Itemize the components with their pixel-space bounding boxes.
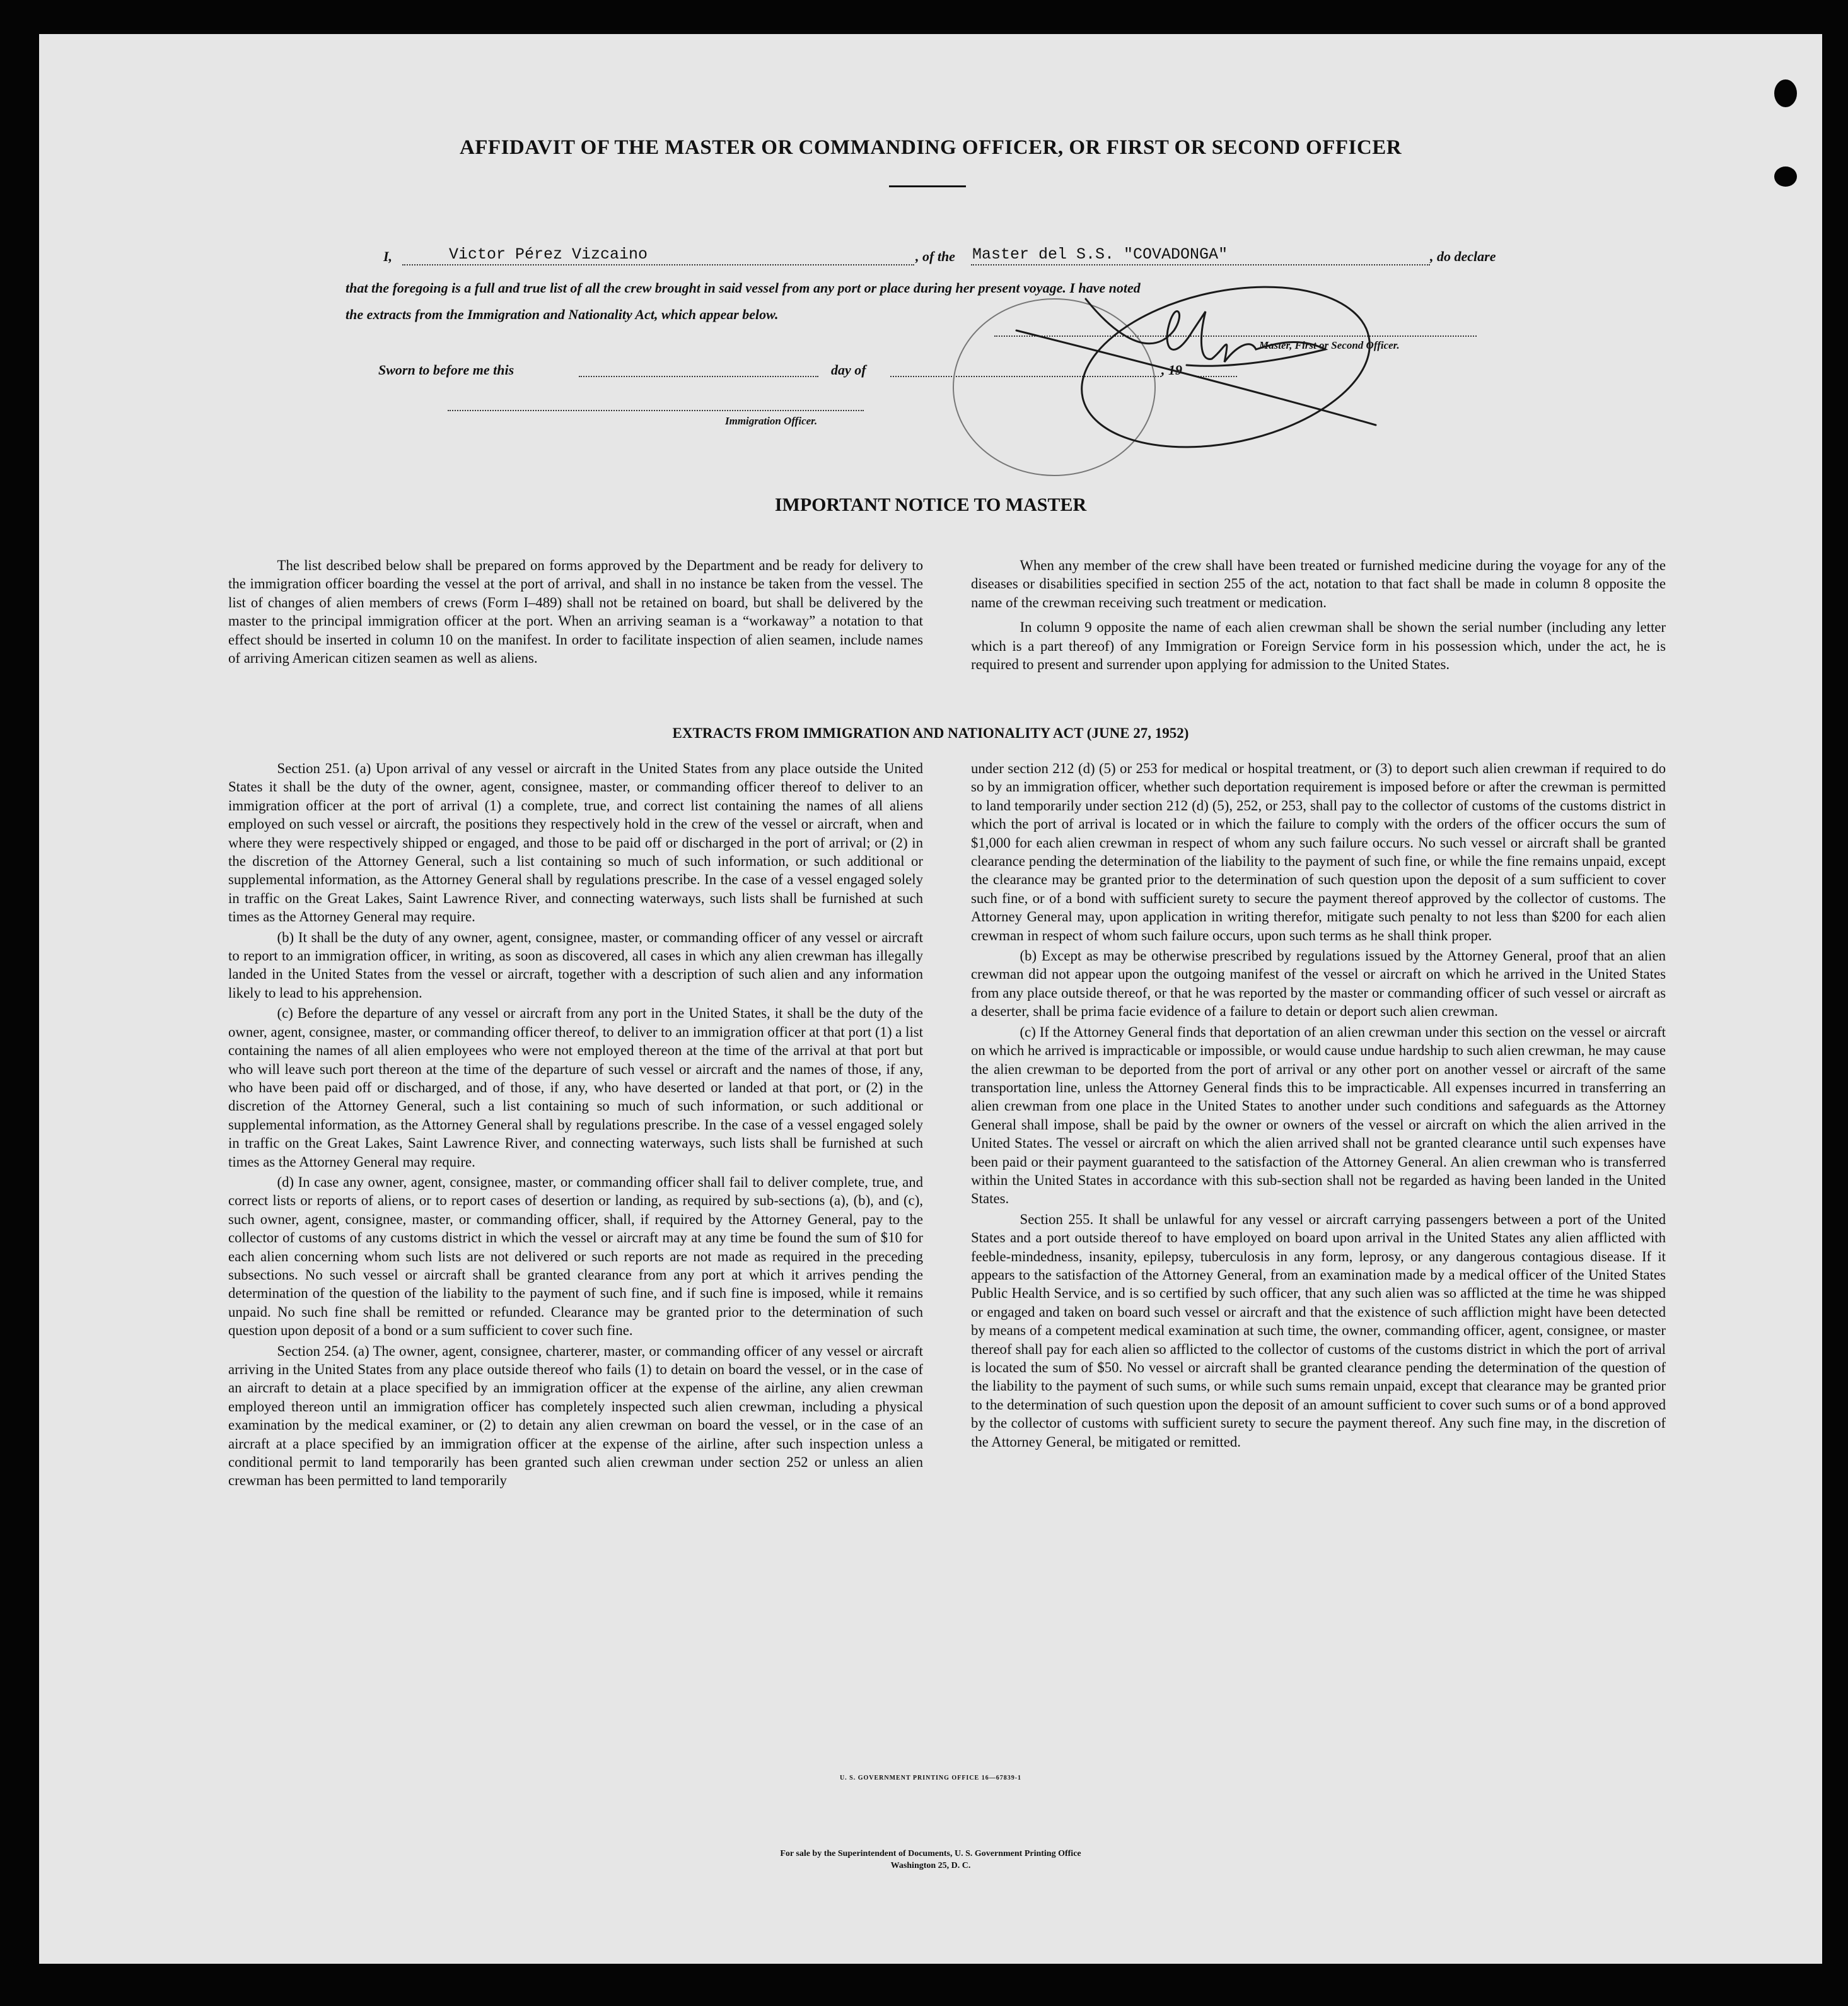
extract-paragraph: (c) Before the departure of any vessel or aircraft from any port in the United States, it shall be the duty of the owner, agent, consignee, master, or commanding officer thereof, to deliver to an immigration officer at that port (1) a list containing the names of all alien employees who were not employed thereon at the time of the arrival at that port but who will leave such port thereon at the time of the departure of such vessel or aircraft and the names of those, if any, who have been paid off or discharged, and of those, if any, who have deserted or landed at that port, or (2) in the discretion of the Attorney General, such a list containing so much of such information, or such additional or supplemental information, as the Attorney General shall by regulations prescribe. In the case of a vessel engaged solely in traffic on the Great Lakes, Saint Lawrence River, and connecting waterways, such lists shall be furnished at such times as the Attorney General may require. (228, 1005, 923, 1170)
signature-tail-stroke (1016, 330, 1376, 425)
signature-stroke (1086, 299, 1325, 366)
extract-paragraph: Section 251. (a) Upon arrival of any vessel or aircraft in the United States from any place outside the United States it shall be the duty of the owner, agent, consignee, master, or commanding officer thereof to deliver to an immigration officer at the port of arrival (1) a complete, true, and correct list containing the names of all aliens employed on such vessel or aircraft, the positions they respectively hold in the crew of the vessel or aircraft, when and where they were respectively shipped or engaged, and those to be paid off or discharged in the port of arrival; or (2) in the discretion of the Attorney General, such a list containing so much of such information, or such additional or supplemental information, as the Attorney General shall by regulations prescribe. In the case of a vessel engaged solely in traffic on the Great Lakes, Saint Lawrence River, and connecting waterways, such lists shall be furnished at such times as the Attorney General may require. (228, 761, 923, 925)
notice-right-paragraph: In column 9 opposite the name of each alien crewman shall be shown the serial number (including any letter which is a part thereof) of any Immigration or Foreign Service form in his possession which, under the act, he is required to present and surrender upon applying for admission to the United States. (971, 619, 1666, 673)
extract-paragraph: (d) In case any owner, agent, consignee, master, or commanding officer shall fail to deliver complete, true, and correct lists or reports of aliens, or to report cases of desertion or landing, as required by sub-sections (a), (b), and (c), such owner, agent, consignee, master, or commanding officer, shall, if required by the Attorney General, pay to the collector of customs of any customs district in which the vessel or aircraft may at any time be found the sum of $10 for each alien concerning whom such lists are not delivered or such reports are not made as required in the preceding subsections. No such vessel or aircraft shall be granted clearance from any port at which it arrives pending the determination of the question of the liability to the payment of such fine, and if such fine is imposed, while it remains unpaid. No such fine shall be remitted or refunded. Clearance may be granted prior to the determination of such question upon deposit of a bond or a sum sufficient to cover such fine. (228, 1174, 923, 1339)
extract-paragraph: Section 254. (a) The owner, agent, consignee, charterer, master, or commanding officer of any vessel or aircraft arriving in the United States from any place outside thereof who fails (1) to detain on board the vessel, or in the case of an aircraft to detain at a place specified by an immigration officer at the expense of the airline, any alien crewman employed thereon until an immigration officer has completely inspected such alien crewman, including a physical examination by the medical examiner, or (2) to detain any alien crewman on board the vessel, or in the case of an aircraft at a place specified by an immigration officer at the expense of the airline, after such inspection unless a conditional permit to land temporarily has been granted such alien crewman under section 252 or unless an alien crewman has been permitted to land temporarily (228, 1343, 923, 1489)
sworn-label: Sworn to before me this (378, 362, 514, 378)
i-label: I, (383, 248, 393, 264)
official-stamp-outline (953, 299, 1155, 475)
signature-flourish-oval (1067, 262, 1385, 471)
officer-caption: Immigration Officer. (725, 415, 818, 427)
master-position-field[interactable]: Master del S.S. "COVADONGA" (972, 245, 1228, 264)
extracts-title: EXTRACTS FROM IMMIGRATION AND NATIONALITY ACT (JUNE 27, 1952) (672, 725, 1189, 741)
signer-caption: Master, First or Second Officer. (1259, 339, 1400, 351)
notice-title: IMPORTANT NOTICE TO MASTER (774, 494, 1087, 515)
extract-paragraph: (c) If the Attorney General finds that deportation of an alien crewman under this section on the vessel or aircraft on which he arrived is impracticable or impossible, or would cause undue hardship to such alien crewman, he may cause the alien crewman to be deported from the port of arrival or any other port on another vessel or aircraft of the same transportation line, unless the Attorney General finds this to be impracticable. All expenses incurred in transferring an alien crewman from one place in the United States to another under such conditions and safeguards as the Attorney General shall impose, shall be paid by the owner or owners of the vessel or aircraft on which the alien arrived in the United States. The vessel or aircraft on which the alien arrived shall not be granted clearance until such expenses have been paid or their payment guaranteed to the satisfaction of the Attorney General. An alien crewman who is transferred within the United States in accordance with this sub-section shall not be regarded as having been landed in the United States. (971, 1023, 1666, 1207)
do-declare-label: , do declare (1430, 248, 1496, 264)
declaration-line-2: that the foregoing is a full and true list of all the crew brought in said vessel from any port or place during her present voyage. I have noted (346, 280, 1141, 296)
extract-paragraph: (b) Except as may be otherwise prescribed by regulations issued by the Attorney General, proof that an alien crewman did not appear upon the outgoing manifest of the vessel or aircraft on which he arrived in the United States from any place outside thereof, or that he was reported by the master or commanding officer of such vessel or aircraft as a deserter, shall be prima facie evidence of a failure to detain or deport such alien crewman. (971, 948, 1666, 1020)
signature-stamp-drawing (39, 34, 1822, 1964)
day-of-label: day of (831, 362, 866, 378)
declaration-line-3: the extracts from the Immigration and Nationality Act, which appear below. (346, 306, 779, 322)
affidavit-title: AFFIDAVIT OF THE MASTER OR COMMANDING OFFICER, OR FIRST OR SECOND OFFICER (459, 136, 1402, 159)
notice-left-paragraph: The list described below shall be prepared on forms approved by the Department and be ready for delivery to the immigration officer boarding the vessel at the port of arrival, and shall in no instance be taken from the vessel. The list of changes of alien members of crews (Form I–489) shall not be retained on board, but shall be delivered by the master to the principal immigration officer at the port. When an arriving seaman is a “workaway” a notation to that effect should be inserted in column 10 on the manifest. In order to facilitate inspection of alien seamen, include names of arriving American citizen seamen as well as aliens. (228, 557, 923, 667)
sale-line-1: For sale by the Superintendent of Documents, U. S. Government Printing Office (780, 1849, 1081, 1858)
year-label: , 19 (1161, 362, 1182, 378)
punch-hole-bottom (1774, 166, 1797, 187)
punch-hole-top (1774, 79, 1797, 107)
of-the-label: , of the (915, 248, 955, 264)
document-sheet (39, 34, 1822, 1964)
notice-right-paragraph: When any member of the crew shall have been treated or furnished medicine during the voyage for any of the diseases or disabilities specified in section 255 of the act, notation to that fact shall be made in column 8 opposite the name of the crewman receiving such treatment or medication. (971, 557, 1666, 610)
master-name-field[interactable]: Victor Pérez Vizcaino (449, 245, 648, 264)
extract-paragraph: under section 212 (d) (5) or 253 for medical or hospital treatment, or (3) to deport such alien crewman if required to do so by an immigration officer, whether such deportation requirement is imposed before or after the crewman is permitted to land temporarily under section 212 (d) (5), 252, or 253, shall pay to the collector of customs of the customs district in which the port of arrival is located or in which the failure to comply with the orders of the officer occurs the sum of $1,000 for each alien crewman in respect of whom any such failure occurs. No such vessel or aircraft shall be granted clearance pending the determination of the liability to the payment of such fine, or while the fine remains unpaid, except the clearance may be granted prior to the determination of such question upon the deposit of a sum sufficient to cover such fine, or of a bond with sufficient surety to secure the payment thereof approved by the collector of customs. The Attorney General may, upon application in writing therefor, mitigate such penalty to not less than $200 for each alien crewman in respect of whom such failure occurs, upon such terms as he shall think proper. (971, 761, 1666, 943)
extract-paragraph: (b) It shall be the duty of any owner, agent, consignee, master, or commanding officer of any vessel or aircraft to report to an immigration officer, in writing, as soon as discovered, all cases in which any alien crewman has illegally landed in the United States from the vessel or aircraft, together with a description of such alien and any information likely to lead to his apprehension. (228, 929, 923, 1001)
extract-paragraph: Section 255. It shall be unlawful for any vessel or aircraft carrying passengers between a port of the United States and a port outside thereof to have employed on board upon arrival in the United States any alien afflicted with feeble-mindedness, insanity, epilepsy, tuberculosis in any form, leprosy, or any dangerous contagious disease. If it appears to the satisfaction of the Attorney General, from an examination made by a medical officer of the United States Public Health Service, and is so certified by such officer, that any such alien was so afflicted at the time he was shipped or engaged and taken on board such vessel or aircraft and that the existence of such affliction might have been detected by means of a competent medical examination at such time, the owner, commanding officer, agent, consignee, or master thereof shall pay for each alien so afflicted to the collector of customs of the customs district in which the port of arrival is located the sum of $50. No vessel or aircraft shall be granted clearance pending the determination of the question of the liability to the payment of such sums, or while such sums remain unpaid, except that clearance may be granted prior to the determination of such question upon the deposit of an amount sufficient to cover such sums or of a bond approved by the collector of customs with sufficient surety to secure the payment thereof. Any such fine may, in the discretion of the Attorney General, be mitigated or remitted. (971, 1211, 1666, 1450)
sale-line-2: Washington 25, D. C. (890, 1861, 971, 1870)
gpo-imprint: U. S. GOVERNMENT PRINTING OFFICE 16—67839-1 (839, 1775, 1022, 1781)
